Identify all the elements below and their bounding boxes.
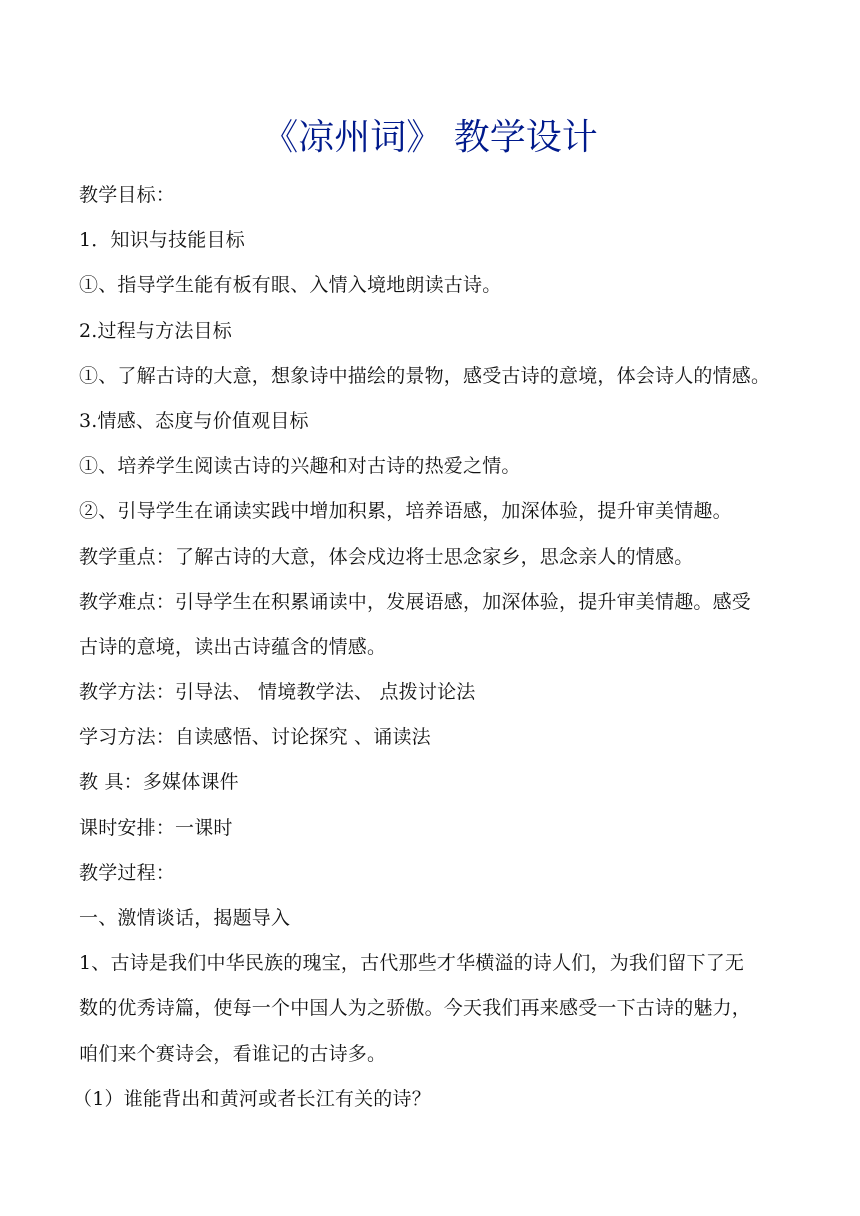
objective-3-item-1: ①、培养学生阅读古诗的兴趣和对古诗的热爱之情。 bbox=[79, 455, 521, 478]
teaching-difficulty: 教学难点：引导学生在积累诵读中，发展语感，加深体验，提升审美情趣。感受 bbox=[79, 590, 752, 613]
process-section-1: 一、激情谈话，揭题导入 bbox=[79, 907, 291, 929]
objective-3-heading: 3.情感、态度与价值观目标 bbox=[79, 409, 309, 432]
objective-1-heading: 1．知识与技能目标 bbox=[79, 229, 245, 252]
objective-2-item: ①、了解古诗的大意，想象诗中描绘的景物，感受古诗的意境，体会诗人的情感。 bbox=[79, 364, 771, 387]
learning-methods: 学习方法：自读感悟、讨论探究 、诵读法 bbox=[79, 726, 431, 749]
document-title: 《凉州词》 教学设计 bbox=[262, 117, 598, 158]
class-schedule: 课时安排：一课时 bbox=[79, 816, 233, 839]
teaching-difficulty-cont: 古诗的意境，读出古诗蕴含的情感。 bbox=[79, 635, 387, 658]
question-1: （1）谁能背出和黄河或者长江有关的诗？ bbox=[73, 1087, 431, 1110]
process-paragraph-1: 1、古诗是我们中华民族的瑰宝，古代那些才华横溢的诗人们，为我们留下了无 bbox=[79, 952, 745, 975]
objective-3-item-2: ②、引导学生在诵读实践中增加积累，培养语感，加深体验，提升审美情趣。 bbox=[79, 500, 732, 523]
teaching-tools: 教 具：多媒体课件 bbox=[79, 771, 239, 794]
heading-process: 教学过程： bbox=[79, 861, 176, 884]
process-paragraph-1-cont-2: 咱们来个赛诗会，看谁记的古诗多。 bbox=[79, 1042, 387, 1065]
objective-2-heading: 2.过程与方法目标 bbox=[79, 319, 232, 342]
heading-objectives: 教学目标： bbox=[79, 184, 176, 206]
teaching-methods: 教学方法：引导法、 情境教学法、 点拨讨论法 bbox=[79, 681, 476, 704]
document-body bbox=[73, 173, 799, 1122]
teaching-focus: 教学重点：了解古诗的大意，体会戍边将士思念家乡，思念亲人的情感。 bbox=[79, 545, 694, 568]
objective-1-item: ①、指导学生能有板有眼、入情入境地朗读古诗。 bbox=[79, 274, 502, 297]
process-paragraph-1-cont-1: 数的优秀诗篇，使每一个中国人为之骄傲。今天我们再来感受一下古诗的魅力， bbox=[79, 997, 752, 1020]
